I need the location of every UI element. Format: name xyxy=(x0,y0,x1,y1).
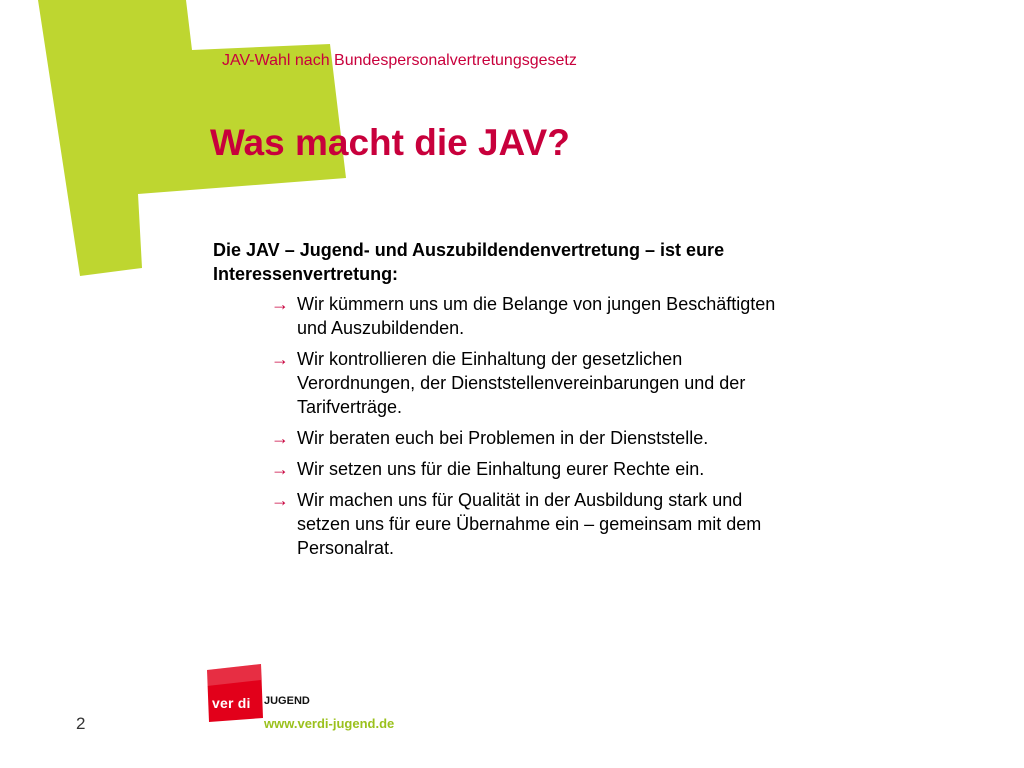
bullet-text: Wir beraten euch bei Problemen in der Dienststelle. xyxy=(297,428,709,448)
verdi-logo-icon xyxy=(207,664,263,724)
bullet-item xyxy=(268,426,797,450)
logo-wordmark: ver di xyxy=(212,695,251,711)
slide-title: Was macht die JAV? xyxy=(210,122,570,163)
bullet-item xyxy=(268,488,797,560)
logo-jugend-label: JUGEND xyxy=(264,695,310,707)
arrow-right-icon: → xyxy=(271,459,289,479)
bullet-text: Wir machen uns für Qualität in der Ausbildung stark und setzen uns für eure Übernahme ein – gemeinsam mit dem Personalrat. xyxy=(297,490,762,558)
page-number: 2 xyxy=(76,714,86,733)
bullet-text: Wir kümmern uns um die Belange von jungen Beschäftigten und Auszubildenden. xyxy=(297,294,776,338)
bullet-list xyxy=(213,292,813,560)
arrow-right-icon: → xyxy=(271,294,289,314)
arrow-right-icon: → xyxy=(271,349,289,369)
verdi-jugend-logo xyxy=(207,664,407,744)
bullet-text: Wir setzen uns für die Einhaltung eurer Rechte ein. xyxy=(297,459,705,479)
bullet-text: Wir kontrollieren die Einhaltung der gesetzlichen Verordnungen, der Dienststellenvereinbarungen und der Tarifverträge. xyxy=(297,349,746,417)
bullet-item xyxy=(268,457,797,481)
logo-url: www.verdi-jugend.de xyxy=(264,716,395,731)
slide-content xyxy=(213,238,813,567)
bullet-item xyxy=(268,347,797,419)
arrow-right-icon: → xyxy=(271,428,289,448)
slide-subtitle: JAV-Wahl nach Bundespersonalvertretungsgesetz xyxy=(222,52,577,69)
arrow-right-icon: → xyxy=(271,490,289,510)
bullet-item xyxy=(268,292,797,340)
intro-text: Die JAV – Jugend- und Auszubildendenvertretung – ist eure Interessenvertretung: xyxy=(213,240,725,284)
